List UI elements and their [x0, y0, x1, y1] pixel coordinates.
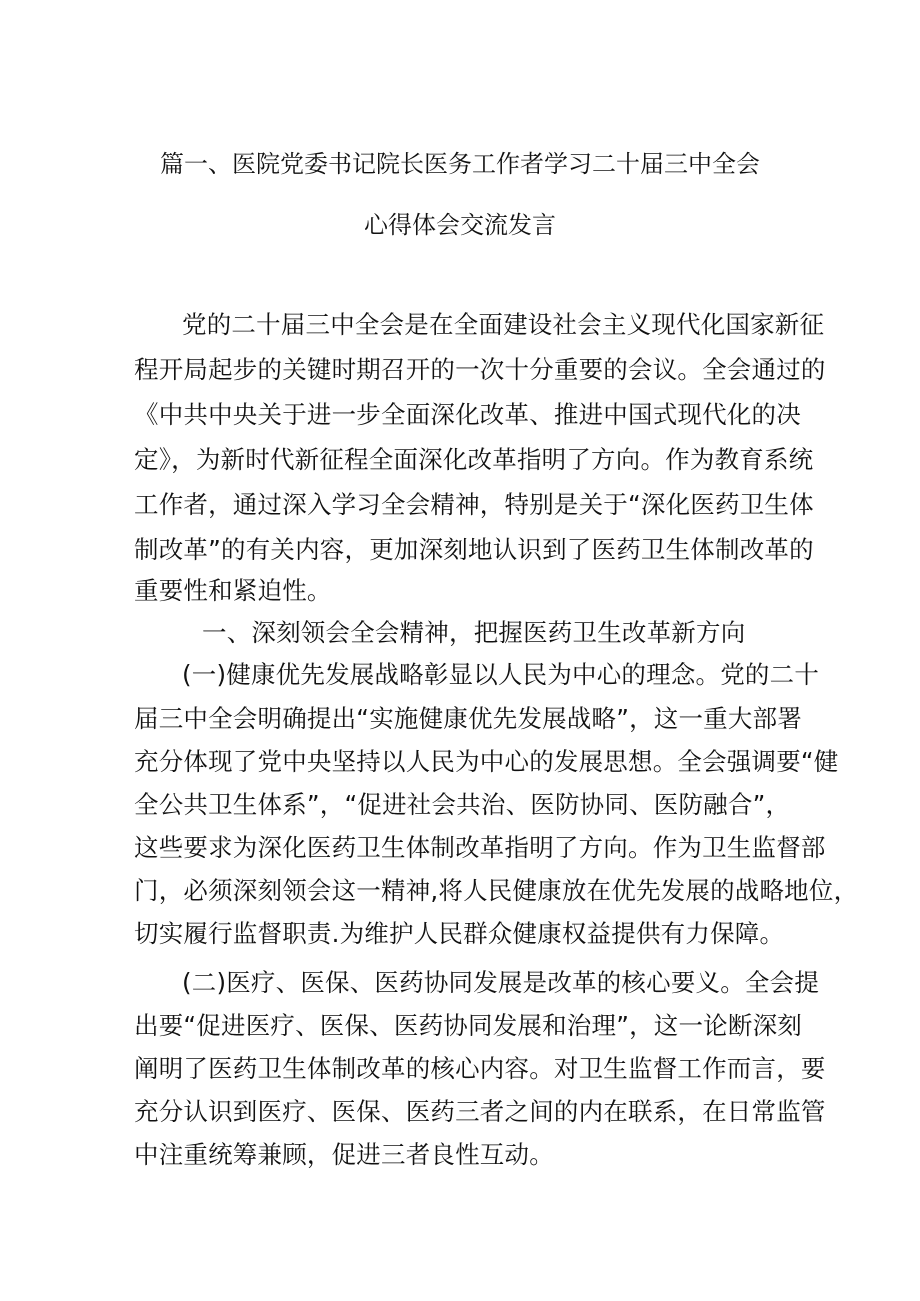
section-heading-1: 一、深刻领会全会精神，把握医药卫生改革新方向: [202, 618, 746, 647]
text-line: 届三中全会明确提出“实施健康优先发展战略”，这一重大部署: [134, 704, 802, 733]
text-line: 出要“促进医疗、医保、医药协同发展和治理”，这一论断深刻: [134, 1011, 802, 1040]
text-line: 工作者，通过深入学习全会精神，特别是关于“深化医药卫生体: [134, 490, 814, 519]
text-line: 重要性和紧迫性。: [134, 576, 332, 605]
text-line: (一)健康优先发展战略彰显以人民为中心的理念。党的二十: [182, 660, 820, 689]
text-line: 制改革”的有关内容，更加深刻地认识到了医药卫生体制改革的: [134, 535, 814, 564]
text-line: 切实履行监督职责.为维护人民群众健康权益提供有力保障。: [134, 919, 785, 948]
text-line: 定》，为新时代新征程全面深化改革指明了方向。作为教育系统: [134, 445, 814, 474]
text-line: 阐明了医药卫生体制改革的核心内容。对卫生监督工作而言，要: [134, 1054, 826, 1083]
text-line: 这些要求为深化医药卫生体制改革指明了方向。作为卫生监督部: [134, 833, 826, 862]
document-title-line-1: 篇一、医院党委书记院长医务工作者学习二十届三中全会: [160, 150, 760, 178]
text-line: (二)医疗、医保、医药协同发展是改革的核心要义。全会提: [182, 968, 820, 997]
text-line: 《中共中央关于进一步全面深化改革、推进中国式现代化的决: [134, 400, 801, 429]
text-line: 充分认识到医疗、医保、医药三者之间的内在联系，在日常监管: [134, 1097, 826, 1126]
text-line: 门，必须深刻领会这一精神,将人民健康放在优先发展的战略地位，: [134, 876, 859, 905]
text-line: 程开局起步的关键时期召开的一次十分重要的会议。全会通过的: [134, 355, 826, 384]
text-line: 中注重统筹兼顾，促进三者良性互动。: [134, 1140, 554, 1169]
text-line: 党的二十届三中全会是在全面建设社会主义现代化国家新征: [182, 310, 825, 339]
text-line: 充分体现了党中央坚持以人民为中心的发展思想。全会强调要“健: [134, 747, 839, 776]
document-title-line-2: 心得体会交流发言: [364, 211, 556, 239]
text-line: 全公共卫生体系”，“促进社会共治、医防协同、医防融合”，: [134, 790, 791, 819]
